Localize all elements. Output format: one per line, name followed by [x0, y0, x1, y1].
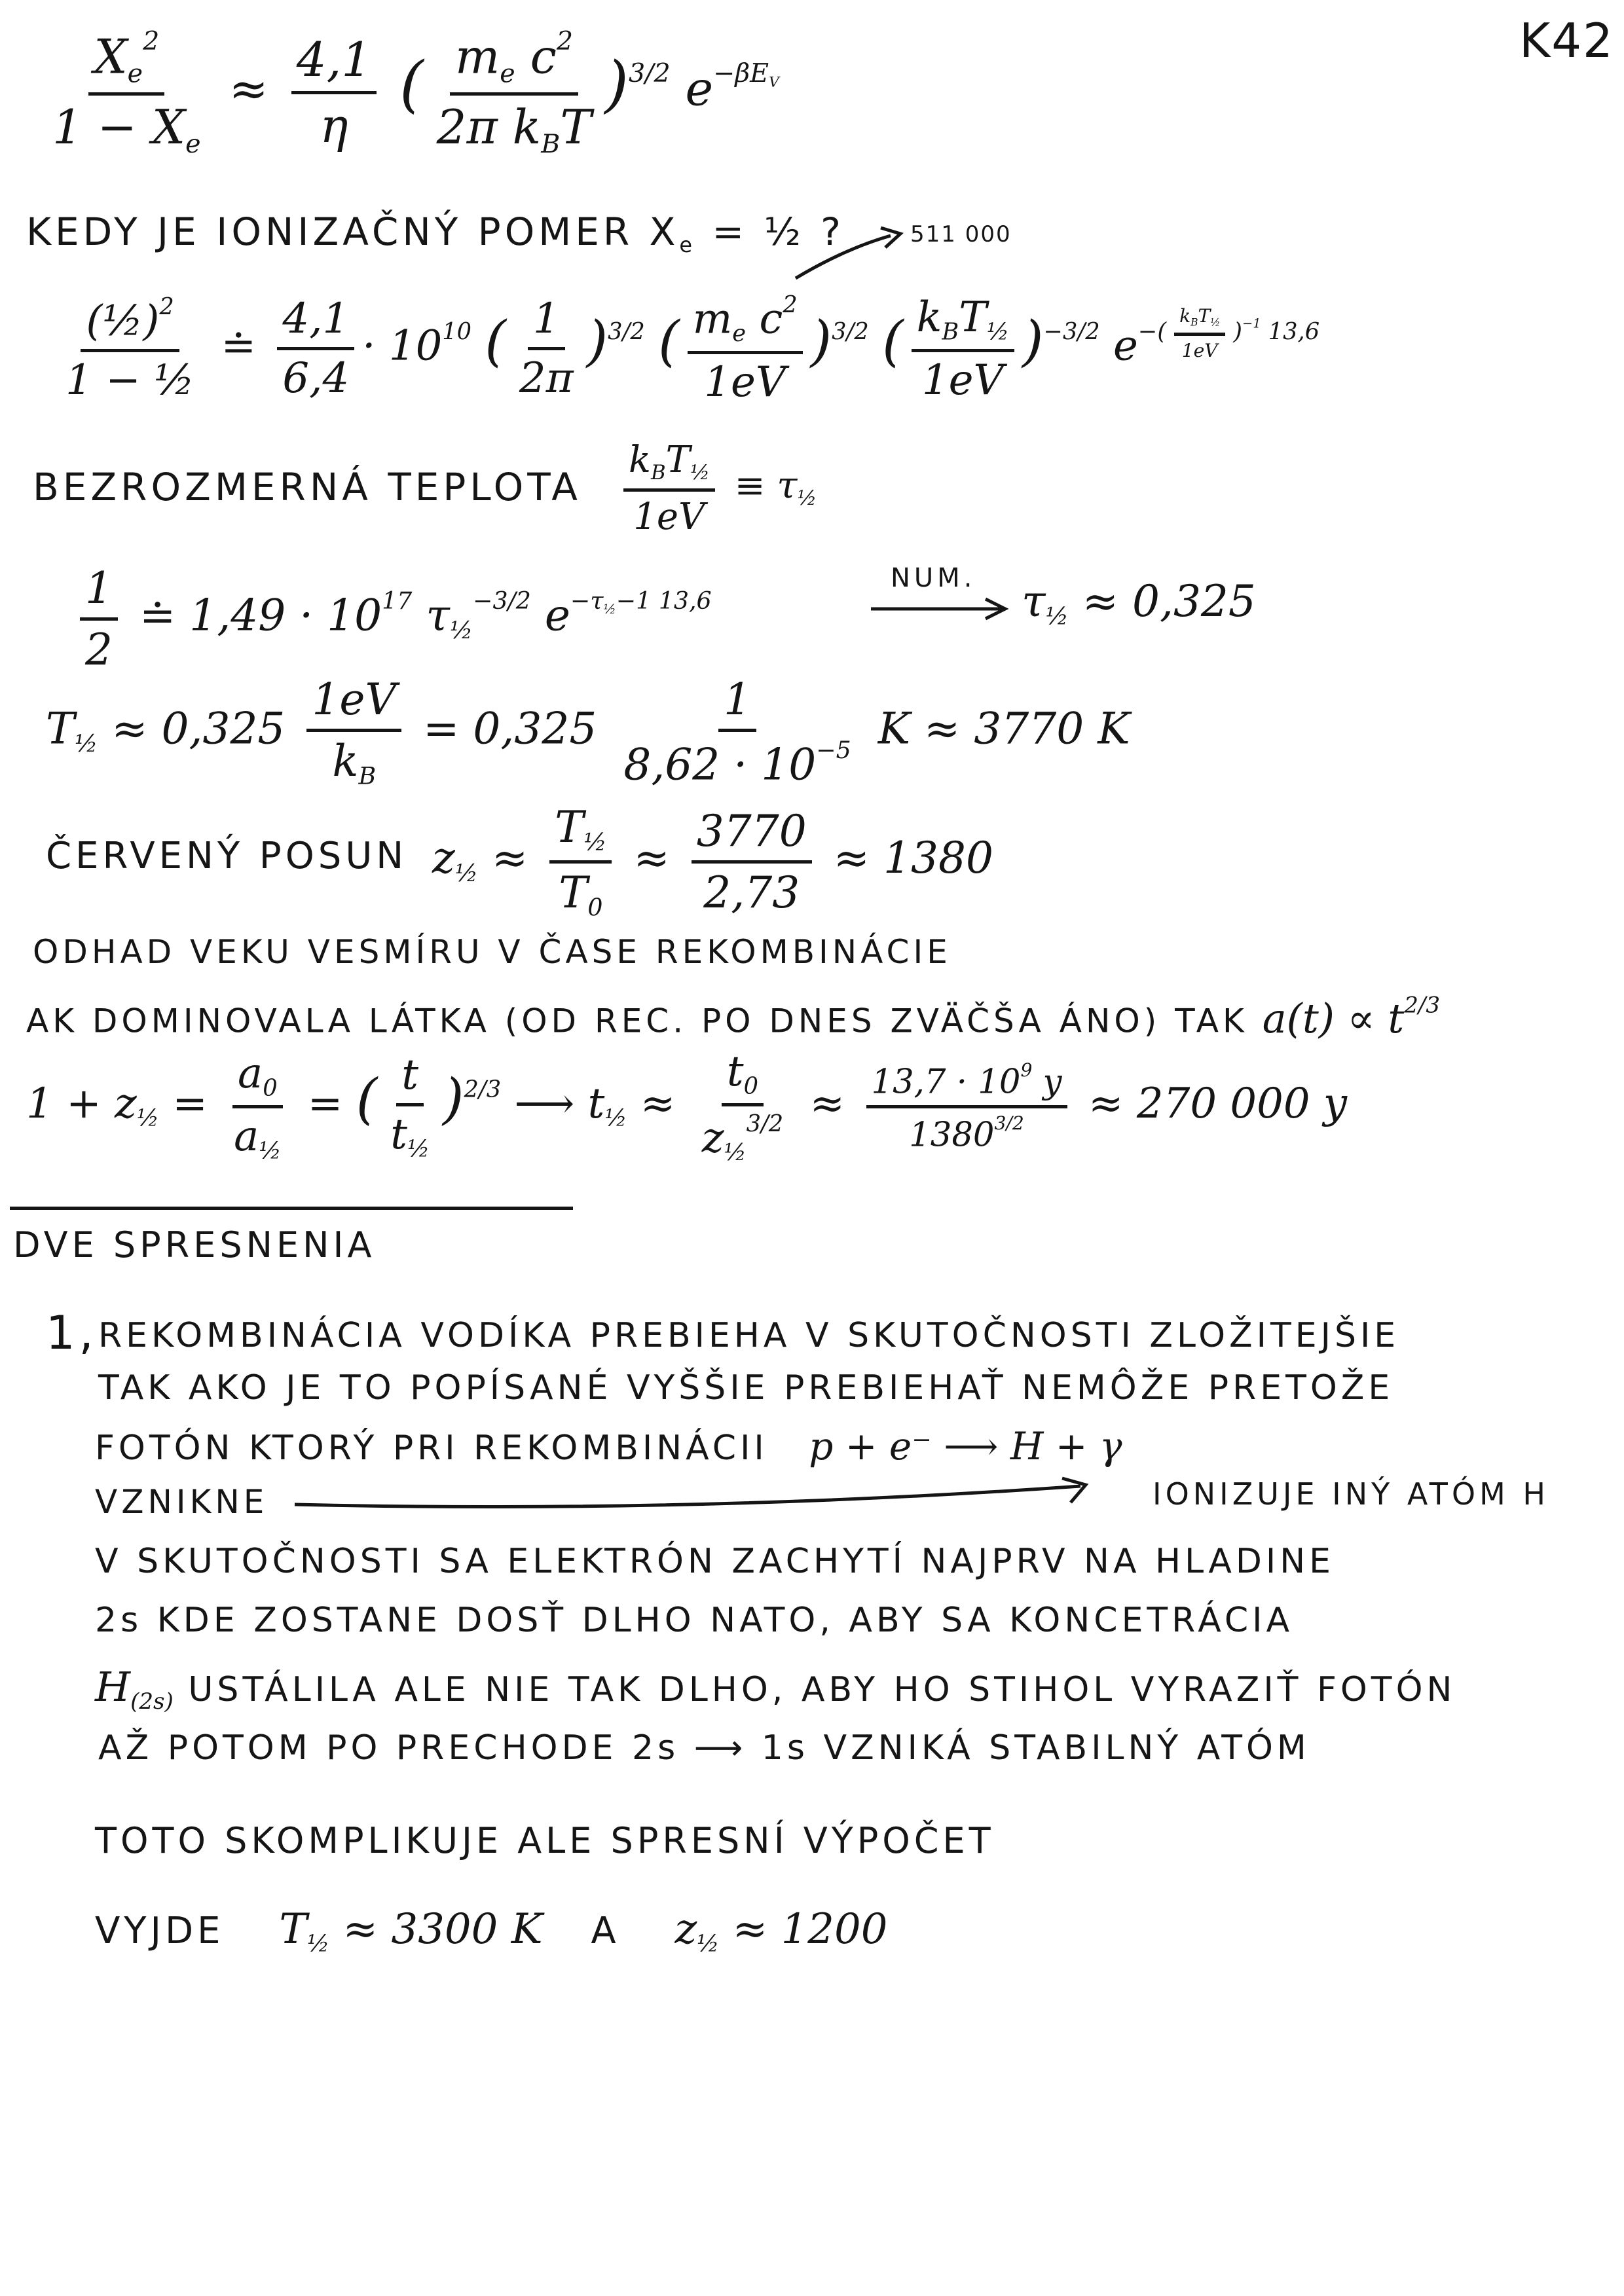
numeric-equation: $\frac{1}{2}$ ≐ $1,49 \cdot 10^{17}$ $\tau_{\frac{1}{2}}^{-3/2}$ $e^{-\tau_{\frac{1}{2}}-1 13,6}$ [72, 563, 712, 675]
body-line-6: 2s KDE ZOSTANE DOSŤ DLHO NATO, ABY SA KONCETRÁCIA [95, 1601, 1294, 1640]
result-line: VYJDE $T_{\frac{1}{2}} \approx 3300$ K A $z_{\frac{1}{2}} \approx 1200$ [95, 1905, 888, 1958]
redshift-label: ČERVENÝ POSUN [46, 835, 408, 877]
page-label: K42 [1519, 13, 1614, 68]
saha-equation: $\frac{X_e^2}{1 - X_e}$ ≈ $\frac{4,1}{\eta}$ ( $\frac{m_e c^2}{2\pi k_BT}$ )$^{3/2}$ $e^{-\beta E_V}$ [39, 26, 779, 159]
saha-coef: $\frac{4,1}{\eta}$ [291, 32, 377, 153]
body-line-2: TAK AKO JE TO POPÍSANÉ VYŠŠIE PREBIEHAŤ NEMÔŽE PRETOŽE [98, 1368, 1394, 1408]
saha-approx: ≈ [229, 61, 268, 117]
saha-lhs: $\frac{X_e^2}{1 - X_e}$ [52, 26, 201, 160]
half-lhs: $\frac{(\frac{1}{2})^2}{\text{1 − ½}}$ [65, 293, 195, 405]
saha-paren: $\frac{m_e c^2}{2\pi k_BT}$ [436, 26, 592, 160]
body-line-9: TOTO SKOMPLIKUJE ALE SPRESNÍ VÝPOČET [95, 1820, 995, 1861]
h2s-symbol: $H_{(2s)}$ [95, 1663, 174, 1715]
tau-result: $\tau_{\frac{1}{2}} \approx 0,325$ [1022, 576, 1256, 630]
item-number: 1, [46, 1306, 98, 1360]
ionizes-text: IONIZUJE INÝ ATÓM H [1153, 1476, 1549, 1512]
half-coef: $\frac{4,1}{6,4}$ [277, 295, 354, 403]
question-line: KEDY JE IONIZAČNÝ POMER $X_e$ = ½ ? [26, 210, 845, 258]
body-line-3: FOTÓN KTORÝ PRI REKOMBINÁCII p + e⁻ ⟶ H + γ [95, 1424, 1122, 1468]
section-divider [10, 1207, 573, 1210]
age-equation: $1 + z_{\frac{1}{2}}$ = $\frac{a_0}{a_{\frac{1}{2}}}$ = ( $\frac{t}{t_{\frac{1}{2}}}$ )$^{2/3}$ ⟶ $t_{\frac{1}{2}}$ ≈ $\frac{t_0}{z_{\frac{1}{2}}^{3/2}}$ ≈ $\frac{13,7 \cdot 10^9 y}{1380^{3/2}}$ ≈ 270 000 y [26, 1048, 1348, 1167]
age-line-1: ODHAD VEKU VESMÍRU V ČASE REKOMBINÁCIE [33, 933, 951, 971]
redshift-equation: $z_{\frac{1}{2}}$ ≈ $\frac{T_{\frac{1}{2}}}{T_0}$ ≈ $\frac{3770}{2,73}$ ≈ 1380 [432, 802, 993, 922]
age-line-2: AK DOMINOVALA LÁTKA (OD REC. PO DNES ZVÄČŠA ÁNO) TAK $a(t) \propto t^{2/3}$ [26, 992, 1441, 1042]
body-line-7: $H_{(2s)}$ USTÁLILA ALE NIE TAK DLHO, ABY HO STIHOL VYRAZIŤ FOTÓN [95, 1663, 1456, 1715]
body-line-4: VZNIKNE [95, 1483, 268, 1521]
num-arrow-label: NUM. [891, 563, 976, 593]
body-line-1: REKOMBINÁCIA VODÍKA PREBIEHA V SKUTOČNOSTI ZLOŽITEJŠIE [98, 1316, 1400, 1355]
section-title: DVE SPRESNENIA [13, 1224, 376, 1266]
note-511000: 511 000 [910, 221, 1012, 247]
dimless-def: $\frac{k_BT_{\frac{1}{2}}}{1eV}$ ≡ $\tau_{\frac{1}{2}}$ [616, 439, 817, 538]
dimless-label: BEZROZMERNÁ TEPLOTA [33, 465, 581, 509]
temperature-equation: $T_{\frac{1}{2}} \approx 0,325$ $\frac{1eV}{k_B}$ = 0,325 $\frac{1}{8,62 \cdot 10^{-5}}$ K ≈ 3770 K [46, 674, 1130, 790]
body-line-5: V SKUTOČNOSTI SA ELEKTRÓN ZACHYTÍ NAJPRV NA HLADINE [95, 1542, 1335, 1581]
reaction: p + e⁻ ⟶ H + γ [809, 1424, 1122, 1468]
body-line-8: AŽ POTOM PO PRECHODE 2s ⟶ 1s VZNIKÁ STABILNÝ ATÓM [98, 1728, 1310, 1768]
half-equation: $\frac{(\frac{1}{2})^2}{\text{1 − ½}}$ ≐ $\frac{4,1}{6,4}$ · $10^{10}$ ( $\frac{1}{2\pi}$ )$^{3/2}$ ( $\frac{m_e c^2}{1eV}$ )$^{3/2}$ ( $\frac{k_BT_{\frac{1}{2}}}{1eV}$ )$^{-3/2}$ $e^{-( \frac{k_BT_{\frac{1}{2}}}{1eV} )^{-1} 13,6}$ [52, 291, 1320, 407]
